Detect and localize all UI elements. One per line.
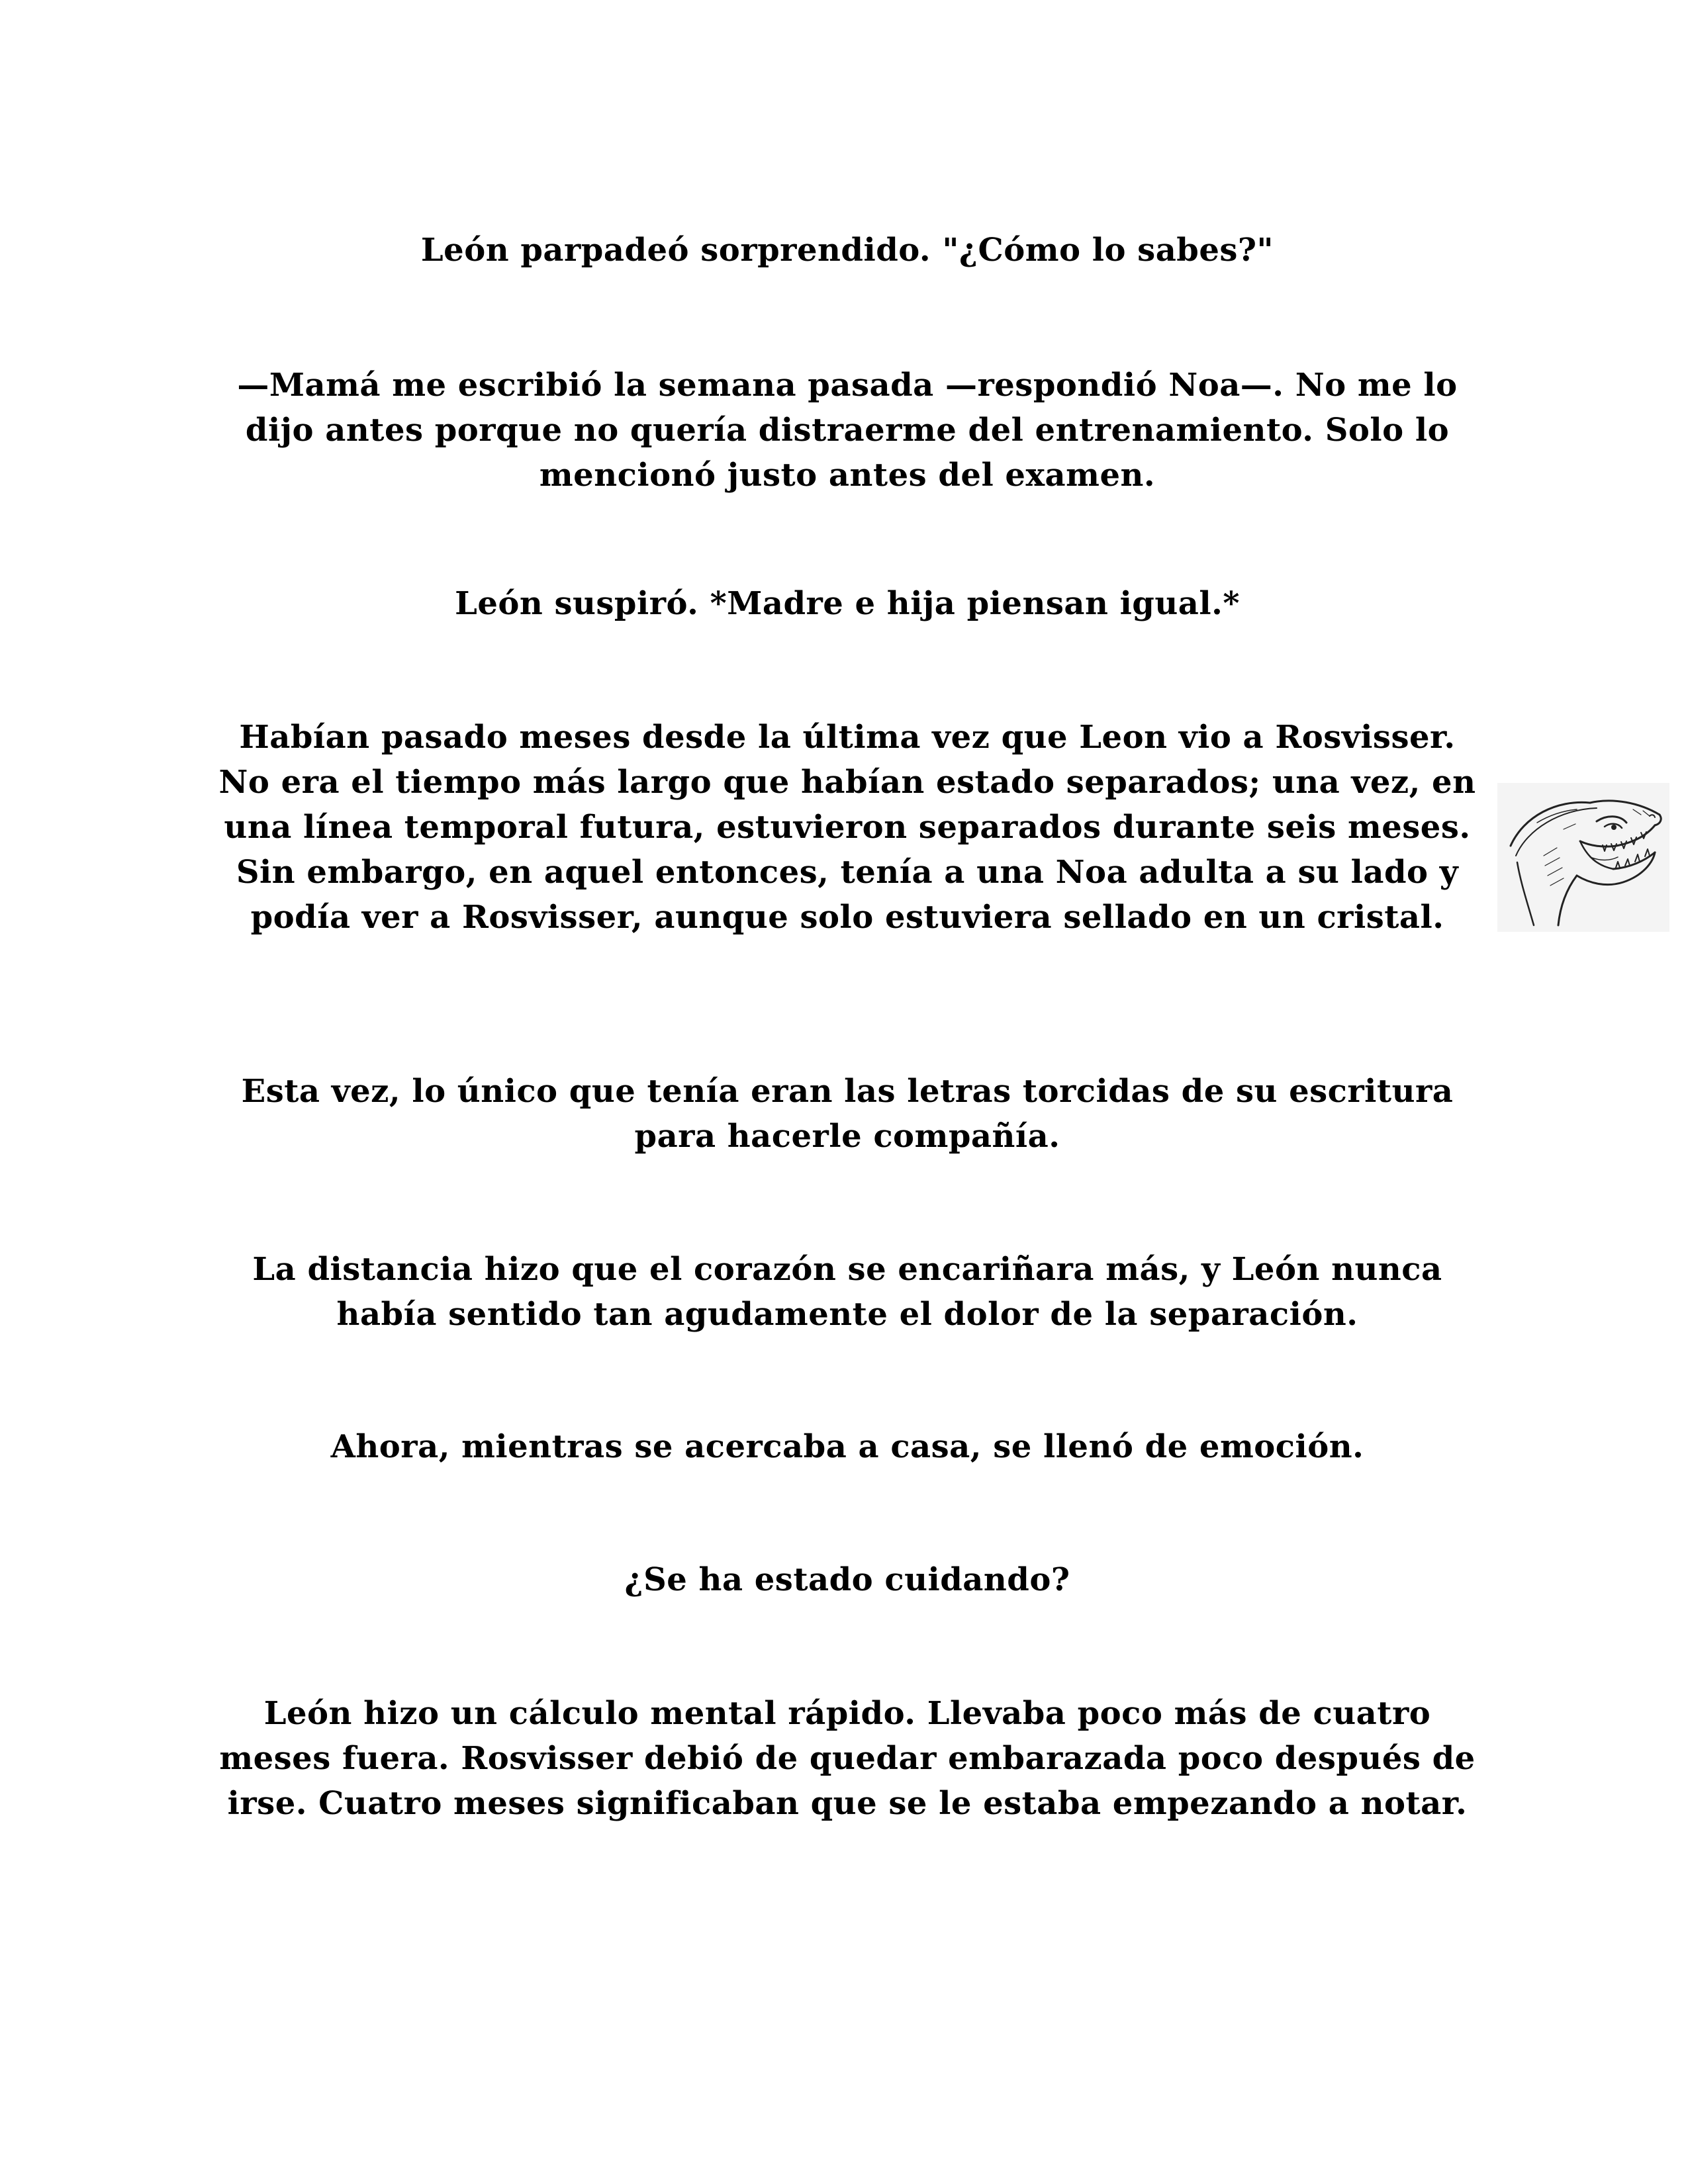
paragraph-9: León hizo un cálculo mental rápido. Llevaba poco más de cuatro meses fuera. Rosvisser debió de quedar embarazada poco después de irse. Cuatro meses significaban que se le estaba empezando a notar. — [219, 1695, 1476, 1822]
paragraph-3: León suspiró. *Madre e hija piensan igual.* — [455, 585, 1240, 622]
paragraph-4: Habían pasado meses desde la última vez que Leon vio a Rosvisser. No era el tiempo más largo que habían estado separados; una vez, en una línea temporal futura, estuvieron separados durante seis meses. Sin embargo, en aquel entonces, tenía a una Noa adulta a su lado y podía ver a Rosvisser, aunque solo estuviera sellado en un cristal. — [218, 719, 1476, 936]
dinosaur-head-sketch-icon — [1497, 783, 1669, 932]
paragraph-1: León parpadeó sorprendido. "¿Cómo lo sabes?" — [420, 232, 1274, 269]
paragraph-8: ¿Se ha estado cuidando? — [624, 1561, 1070, 1598]
paragraph-6: La distancia hizo que el corazón se encariñara más, y León nunca había sentido tan agudamente el dolor de la separación. — [252, 1251, 1442, 1333]
paragraph-5: Esta vez, lo único que tenía eran las letras torcidas de su escritura para hacerle compañía. — [241, 1073, 1454, 1155]
paragraph-7: Ahora, mientras se acercaba a casa, se llenó de emoción. — [330, 1428, 1364, 1465]
paragraph-2: —Mamá me escribió la semana pasada —respondió Noa—. No me lo dijo antes porque no quería distraerme del entrenamiento. Solo lo mencionó justo antes del examen. — [237, 367, 1458, 494]
